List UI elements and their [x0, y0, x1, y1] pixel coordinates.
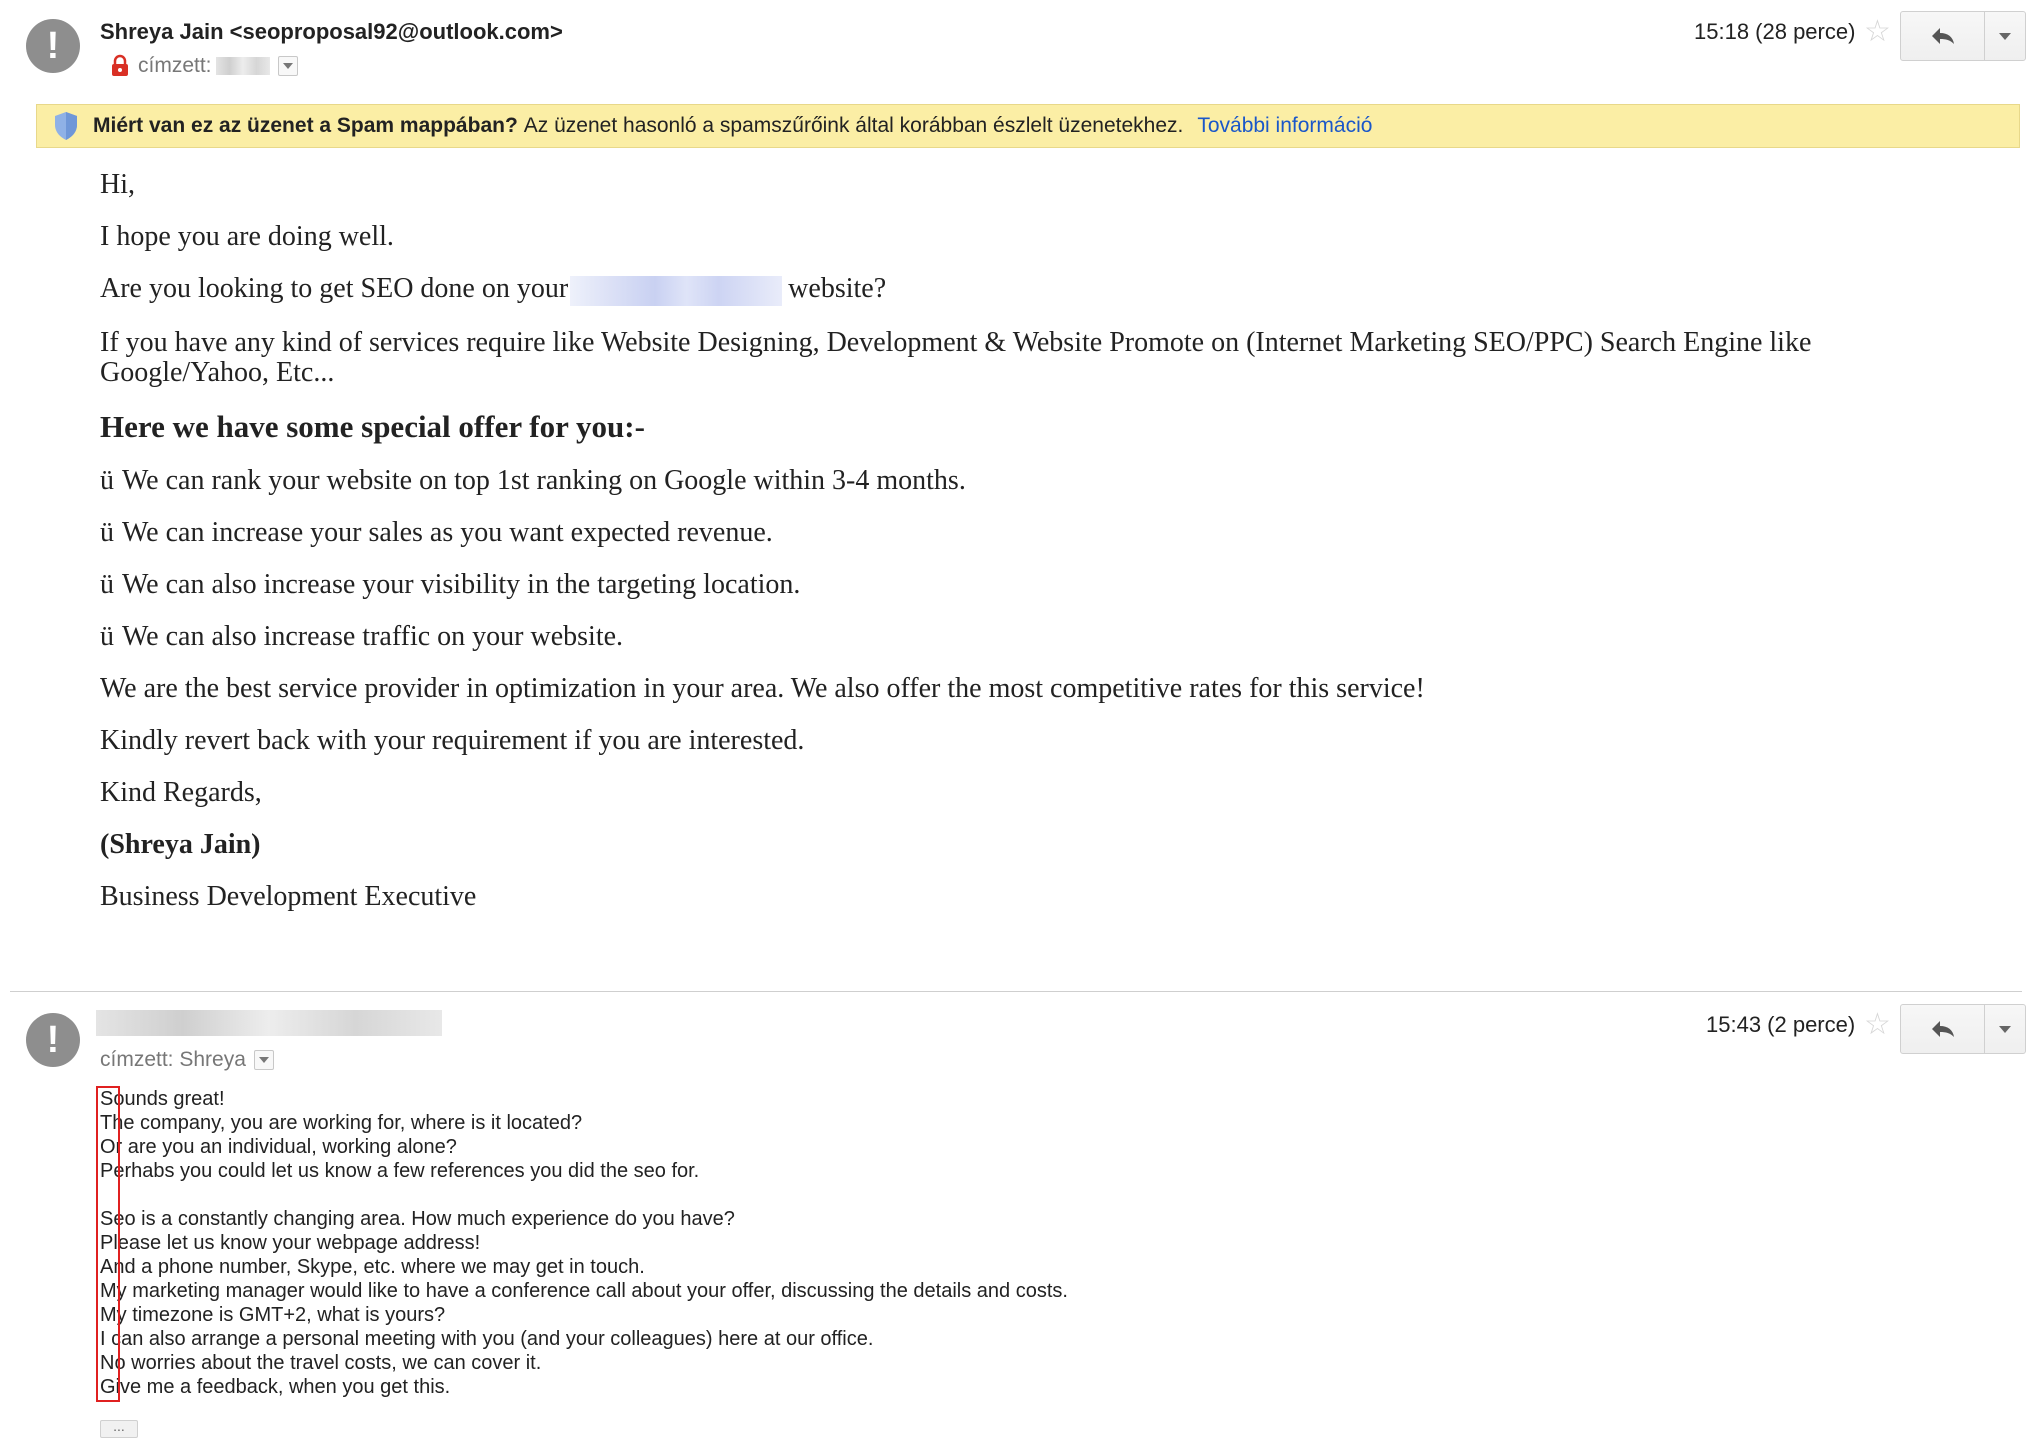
recipient-row — [100, 1048, 274, 1072]
body-line: Sounds great! — [100, 1088, 225, 1110]
body-text: website? — [788, 273, 887, 304]
reply-button-group — [1900, 11, 2026, 61]
bullet-item — [100, 466, 1980, 496]
reply-message-body — [100, 1087, 1068, 1399]
more-actions-button[interactable] — [1985, 12, 2025, 60]
body-line: I hope you are doing well. — [100, 221, 394, 252]
body-blank-line — [100, 1183, 1068, 1207]
body-line-website — [100, 274, 1980, 306]
reply-icon — [1930, 1019, 1956, 1039]
body-line: The company, you are working for, where is it located? — [100, 1112, 583, 1134]
bullet-text: We can rank your website on top 1st ranking on Google within 3-4 months. — [122, 464, 966, 496]
bullet-text: We can also increase traffic on your website. — [122, 620, 624, 652]
check-bullet-icon: ü — [100, 568, 114, 600]
reply-button[interactable] — [1901, 1005, 1985, 1053]
bullet-item — [100, 622, 1980, 652]
body-line: My marketing manager would like to have a conference call about your offer, discussing the details and costs. — [100, 1280, 1068, 1302]
recipient-redacted — [216, 57, 270, 75]
spam-banner-text: Az üzenet hasonló a spamszűrőink által korábban észlelt üzenetekhez. — [523, 114, 1184, 137]
spam-warning-banner — [36, 104, 2020, 148]
sender-avatar: ! — [26, 1013, 80, 1067]
sender-avatar: ! — [26, 19, 80, 73]
sender-name[interactable]: Shreya Jain <seoproposal92@outlook.com> — [100, 19, 563, 44]
body-line: Please let us know your webpage address! — [100, 1232, 481, 1254]
body-line: And a phone number, Skype, etc. where we may get in touch. — [100, 1256, 645, 1278]
closing: Kind Regards, — [100, 776, 262, 808]
body-line: Kindly revert back with your requirement if you are interested. — [100, 724, 805, 756]
message-divider — [10, 991, 2022, 992]
body-line: Seo is a constantly changing area. How much experience do you have? — [100, 1208, 735, 1230]
body-line: No worries about the travel costs, we can cover it. — [100, 1352, 542, 1374]
spam-banner-title: Miért van ez az üzenet a Spam mappában? — [93, 114, 518, 137]
signature-title: Business Development Executive — [100, 880, 477, 912]
body-line: I can also arrange a personal meeting with you (and your colleagues) here at our office. — [100, 1328, 874, 1350]
reply-button[interactable] — [1901, 12, 1985, 60]
redacted-website — [570, 276, 782, 306]
greeting: Hi, — [100, 169, 135, 200]
reply-icon — [1930, 26, 1956, 46]
message-timestamp: 15:43 (2 perce) — [1706, 1012, 1856, 1037]
body-line: Give me a feedback, when you get this. — [100, 1376, 451, 1398]
check-bullet-icon: ü — [100, 620, 114, 652]
reply-button-group — [1900, 1004, 2026, 1054]
details-dropdown[interactable] — [254, 1050, 274, 1070]
sender-redacted — [96, 1010, 442, 1036]
offer-heading: Here we have some special offer for you:- — [100, 408, 645, 444]
star-icon[interactable]: ☆ — [1864, 15, 1891, 48]
more-actions-button[interactable] — [1985, 1005, 2025, 1053]
bullet-text: We can also increase your visibility in the targeting location. — [122, 568, 801, 600]
body-line: We are the best service provider in optimization in your area. We also offer the most competitive rates for this service! — [100, 672, 1425, 704]
recipient-label: címzett: Shreya — [100, 1048, 246, 1071]
body-line: My timezone is GMT+2, what is yours? — [100, 1304, 446, 1326]
message-timestamp: 15:18 (28 perce) — [1694, 19, 1856, 44]
body-line: Or are you an individual, working alone? — [100, 1136, 457, 1158]
details-dropdown[interactable] — [278, 56, 298, 76]
check-bullet-icon: ü — [100, 516, 114, 548]
recipient-row — [110, 54, 298, 78]
check-bullet-icon: ü — [100, 464, 114, 496]
more-info-link[interactable]: További információ — [1197, 114, 1373, 137]
acrostic-highlight-box — [96, 1086, 120, 1402]
bullet-text: We can increase your sales as you want expected revenue. — [122, 516, 773, 548]
body-line: If you have any kind of services require like Website Designing, Development & Website Promote on (Internet Marketing SEO/PPC) Search Engine like Google/Yahoo, Etc... — [100, 326, 1812, 388]
star-icon[interactable]: ☆ — [1864, 1008, 1891, 1041]
signature-name: (Shreya Jain) — [100, 828, 261, 860]
body-text: Are you looking to get SEO done on your — [100, 273, 569, 304]
bullet-item — [100, 570, 1980, 600]
lock-icon — [110, 54, 130, 78]
shield-icon — [53, 111, 79, 141]
message-body — [100, 170, 1980, 934]
bullet-item — [100, 518, 1980, 548]
show-trimmed-content-button[interactable]: ... — [100, 1420, 138, 1438]
recipient-label: címzett: — [138, 54, 212, 77]
body-line: Perhabs you could let us know a few references you did the seo for. — [100, 1160, 700, 1182]
